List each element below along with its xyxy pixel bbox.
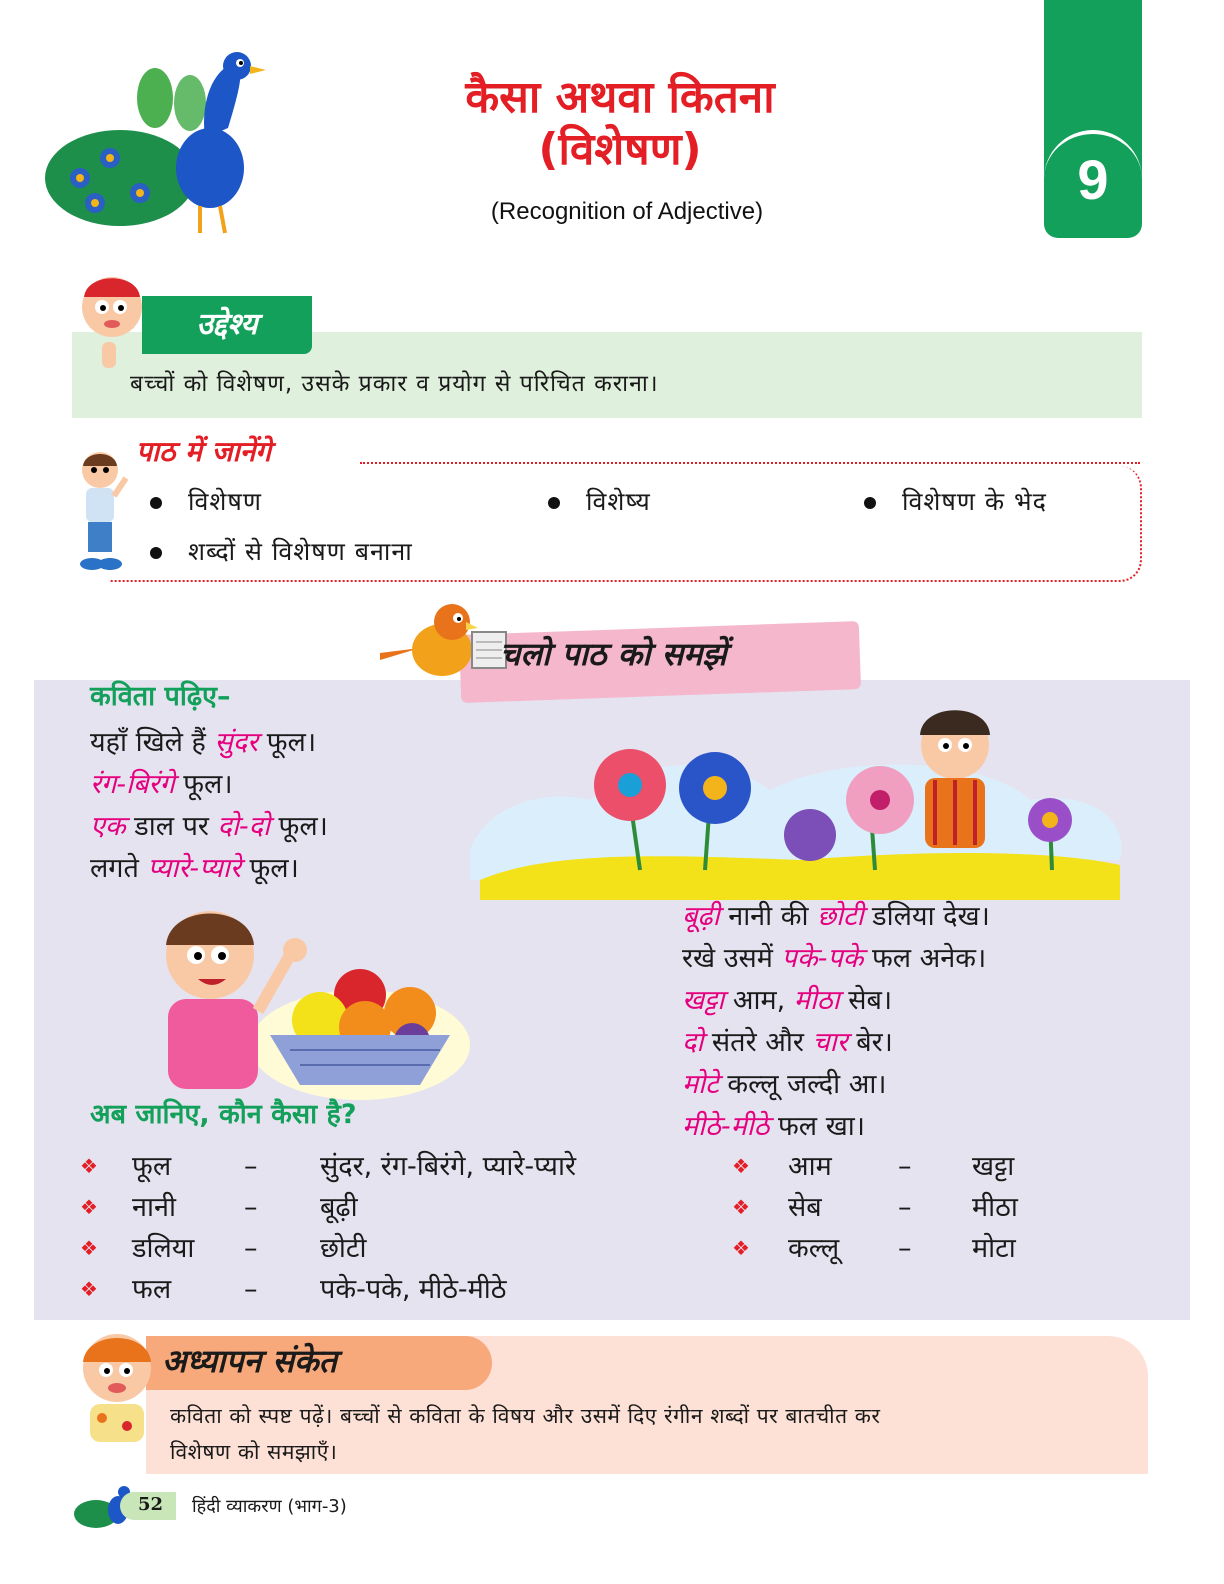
poem-text: लगते bbox=[90, 853, 148, 884]
dash: – bbox=[244, 1274, 258, 1305]
chapter-title-line2: (विशेषण) bbox=[538, 124, 702, 175]
diamond-bullet-icon: ❖ bbox=[80, 1195, 98, 1219]
poem-text: फूल। bbox=[269, 811, 328, 842]
highlighted-adjective: दो-दो bbox=[217, 811, 270, 842]
noun-cell: आम bbox=[788, 1151, 832, 1182]
highlighted-adjective: मीठा bbox=[793, 985, 840, 1016]
learn-heading: पाठ में जानेंगे bbox=[136, 435, 271, 468]
poem-text: बेर। bbox=[847, 1027, 893, 1058]
poem-text: यहाँ खिले हैं bbox=[90, 727, 215, 758]
teaching-tips-text bbox=[170, 1398, 1120, 1470]
poem-line bbox=[682, 896, 990, 938]
chapter-title-line1: कैसा अथवा कितना bbox=[465, 72, 775, 123]
boy-with-fruit-basket-illustration bbox=[120, 895, 480, 1105]
learn-divider bbox=[360, 462, 1140, 464]
boy-peeking-illustration bbox=[72, 262, 152, 372]
dash: – bbox=[244, 1151, 258, 1182]
poem-text: फल खा। bbox=[769, 1111, 866, 1142]
poem-line bbox=[682, 1064, 990, 1106]
diamond-bullet-icon: ❖ bbox=[732, 1236, 750, 1260]
poem-1 bbox=[90, 722, 328, 890]
diamond-bullet-icon: ❖ bbox=[732, 1154, 750, 1178]
poem-line bbox=[90, 848, 328, 890]
poem-line bbox=[90, 722, 328, 764]
boy-waving-illustration bbox=[72, 1328, 162, 1443]
dash: – bbox=[898, 1151, 912, 1182]
poem-line bbox=[90, 764, 328, 806]
adjective-cell: मीठा bbox=[972, 1192, 1018, 1223]
boy-standing-illustration bbox=[70, 448, 130, 573]
bird-reading-newspaper-illustration bbox=[380, 598, 510, 688]
highlighted-adjective: एक bbox=[90, 811, 126, 842]
diamond-bullet-icon: ❖ bbox=[80, 1154, 98, 1178]
learn-item: विशेषण bbox=[150, 484, 262, 518]
bullet-icon bbox=[548, 497, 560, 509]
noun-cell: नानी bbox=[132, 1192, 176, 1223]
poem-text: फूल। bbox=[258, 727, 317, 758]
highlighted-adjective: सुंदर bbox=[214, 727, 259, 758]
poem-text: रखे उसमें bbox=[682, 943, 782, 974]
poem-line bbox=[682, 1106, 990, 1148]
diamond-bullet-icon: ❖ bbox=[80, 1277, 98, 1301]
poem-text: डाल पर bbox=[125, 811, 218, 842]
highlighted-adjective: दो bbox=[682, 1027, 704, 1058]
highlighted-adjective: बूढ़ी bbox=[682, 901, 720, 932]
teaching-tips-heading: अध्यापन संकेत bbox=[162, 1342, 337, 1380]
peacock-illustration bbox=[40, 28, 280, 238]
poem-heading: कविता पढ़िए– bbox=[90, 681, 231, 712]
teaching-tips-line1: कविता को स्पष्ट पढ़ें। बच्चों से कविता के विषय और उसमें दिए रंगीन शब्दों पर बातचीत कर bbox=[170, 1404, 881, 1428]
poem-line bbox=[682, 1022, 990, 1064]
highlighted-adjective: मोटे bbox=[682, 1069, 719, 1100]
page-number: 52 bbox=[138, 1494, 164, 1515]
dash: – bbox=[898, 1192, 912, 1223]
highlighted-adjective: प्यारे-प्यारे bbox=[147, 853, 241, 884]
poem-text: नानी की bbox=[719, 901, 818, 932]
dash: – bbox=[244, 1233, 258, 1264]
poem-text: संतरे और bbox=[703, 1027, 813, 1058]
objective-heading: उद्देश्य bbox=[142, 296, 312, 354]
noun-cell: डलिया bbox=[132, 1233, 195, 1264]
poem-text: कल्लू जल्दी आ। bbox=[718, 1069, 887, 1100]
learn-item: विशेष्य bbox=[548, 484, 651, 518]
dash: – bbox=[898, 1233, 912, 1264]
noun-cell: फल bbox=[132, 1274, 172, 1305]
learn-item: विशेषण के भेद bbox=[864, 484, 1047, 518]
bullet-icon bbox=[864, 497, 876, 509]
dash: – bbox=[244, 1192, 258, 1223]
adjective-cell: पके-पके, मीठे-मीठे bbox=[320, 1274, 507, 1305]
highlighted-adjective: चार bbox=[812, 1027, 848, 1058]
highlighted-adjective: पके-पके bbox=[781, 943, 864, 974]
learn-item: शब्दों से विशेषण बनाना bbox=[150, 534, 413, 568]
poem-2 bbox=[682, 896, 990, 1148]
highlighted-adjective: छोटी bbox=[817, 901, 864, 932]
diamond-bullet-icon: ❖ bbox=[732, 1195, 750, 1219]
diamond-bullet-icon: ❖ bbox=[80, 1236, 98, 1260]
chapter-number: 9 bbox=[1077, 148, 1109, 211]
adjective-cell: बूढ़ी bbox=[320, 1192, 358, 1223]
chapter-subtitle: (Recognition of Adjective) bbox=[490, 198, 764, 225]
highlighted-adjective: मीठे-मीठे bbox=[682, 1111, 770, 1142]
poem-line bbox=[682, 938, 990, 980]
poem-text: फल अनेक। bbox=[863, 943, 987, 974]
adjective-cell: मोटा bbox=[972, 1233, 1016, 1264]
poem-line bbox=[90, 806, 328, 848]
flowers-garden-illustration bbox=[470, 690, 1130, 900]
chapter-title bbox=[320, 72, 920, 176]
noun-cell: फूल bbox=[132, 1151, 172, 1182]
adjective-cell: सुंदर, रंग-बिरंगे, प्यारे-प्यारे bbox=[320, 1151, 576, 1182]
highlighted-adjective: खट्टा bbox=[682, 985, 725, 1016]
bullet-icon bbox=[150, 547, 162, 559]
bullet-icon bbox=[150, 497, 162, 509]
lesson-banner-text: चलो पाठ को समझें bbox=[500, 635, 727, 673]
poem-text: डलिया देख। bbox=[863, 901, 990, 932]
objective-text: बच्चों को विशेषण, उसके प्रकार व प्रयोग से परिचित कराना। bbox=[130, 371, 659, 397]
adjective-cell: खट्टा bbox=[972, 1151, 1015, 1182]
know-heading: अब जानिए, कौन कैसा है? bbox=[90, 1099, 357, 1130]
poem-text: आम, bbox=[724, 985, 794, 1016]
poem-text: सेब। bbox=[839, 985, 893, 1016]
highlighted-adjective: रंग-बिरंगे bbox=[90, 769, 175, 800]
noun-cell: कल्लू bbox=[788, 1233, 840, 1264]
adjective-cell: छोटी bbox=[320, 1233, 367, 1264]
poem-text: फूल। bbox=[240, 853, 299, 884]
noun-cell: सेब bbox=[788, 1192, 822, 1223]
poem-line bbox=[682, 980, 990, 1022]
poem-text: फूल। bbox=[174, 769, 233, 800]
book-title: हिंदी व्याकरण (भाग-3) bbox=[192, 1496, 347, 1517]
teaching-tips-line2: विशेषण को समझाएँ। bbox=[170, 1440, 338, 1464]
